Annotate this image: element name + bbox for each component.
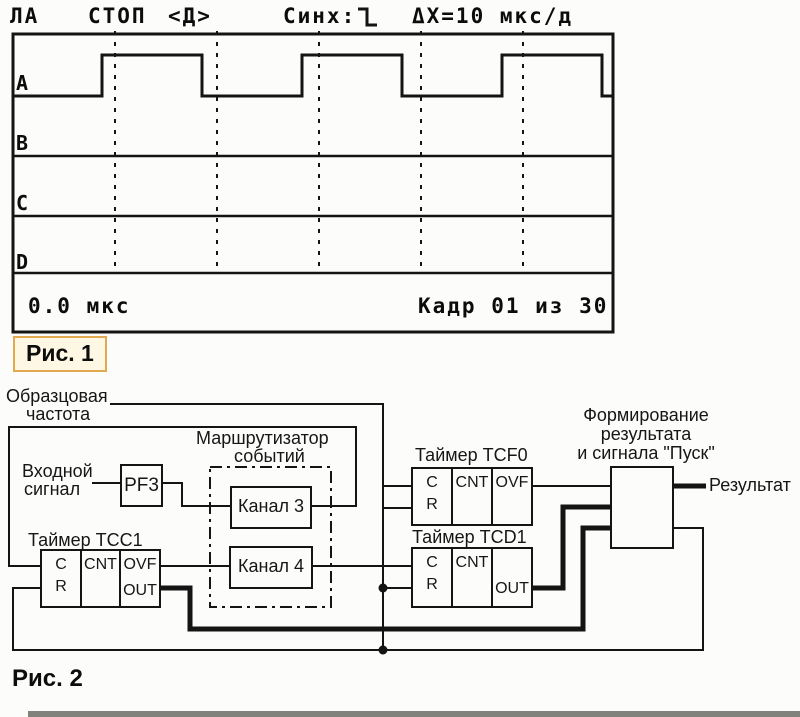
junction-dot: [379, 584, 388, 593]
wire-pf3-to-channel3: [162, 483, 231, 506]
channel-label-a: A: [16, 71, 29, 95]
event-router-label-line2: событий: [234, 446, 305, 466]
formation-box: [611, 467, 673, 548]
figure2-caption: Рис. 2: [12, 665, 83, 692]
figure1-caption-box: [13, 336, 107, 372]
tcf0-pin-c: C: [426, 474, 438, 491]
tcc1-pin-out: OUT: [123, 582, 157, 599]
la-timebase-label: ΔX=10 мкс/д: [412, 4, 574, 28]
ref-frequency-label-line2: частота: [26, 404, 91, 424]
formation-label-line2: результата: [600, 424, 692, 444]
ref-frequency-label-line1: Образцовая: [6, 386, 108, 406]
input-signal-label-line1: Входной: [22, 461, 93, 481]
figure1-caption: Рис. 1: [26, 340, 94, 366]
tcd1-pin-cnt: CNT: [455, 554, 489, 571]
event-router-label-line1: Маршрутизатор: [196, 428, 329, 448]
tcd1-pin-out: OUT: [495, 580, 529, 597]
cropped-next-figure-strip: [28, 711, 800, 717]
la-cursor-readout: 0.0 мкс: [28, 294, 131, 318]
timer-tcd1-title: Таймер TCD1: [412, 527, 527, 547]
tcd1-pin-c: C: [426, 554, 438, 571]
channel-baselines: [14, 156, 612, 273]
result-label: Результат: [709, 475, 791, 495]
input-signal-label-line2: сигнал: [24, 479, 81, 499]
la-screen: [13, 9, 613, 332]
formation-label-line1: Формирование: [583, 405, 709, 425]
tcc1-pin-cnt: CNT: [84, 556, 117, 573]
grid-lines: [115, 31, 523, 272]
channel-label-d: D: [16, 250, 29, 274]
tcf0-pin-r: R: [426, 496, 438, 513]
sync-falling-edge-icon: [358, 9, 377, 25]
tcd1-pin-r: R: [426, 576, 438, 593]
la-frame-readout: Кадр 01 из 30: [418, 294, 609, 318]
wire-tcd1-out-to-formation: [532, 507, 611, 588]
la-sync-label: Синх:: [283, 4, 357, 28]
channel4-label: Канал 4: [238, 556, 304, 576]
channel-label-b: B: [16, 131, 29, 155]
la-device-label: ЛА: [10, 4, 40, 28]
tcf0-pin-cnt: CNT: [455, 474, 489, 491]
timer-tcc1-title: Таймер TCC1: [28, 530, 143, 550]
tcf0-pin-ovf: OVF: [495, 474, 529, 491]
formation-label-line3: и сигнала "Пуск": [577, 443, 715, 463]
channel3-label: Канал 3: [238, 496, 304, 516]
tcc1-pin-r: R: [55, 578, 67, 595]
tcc1-pin-c: C: [55, 556, 67, 573]
timer-tcf0-title: Таймер TCF0: [415, 445, 528, 465]
la-cursor-channel: <Д>: [168, 4, 212, 28]
pf3-label: PF3: [124, 475, 159, 496]
junction-dot: [379, 646, 388, 655]
channel-label-c: C: [16, 191, 29, 215]
la-mode-label: СТОП: [88, 4, 147, 28]
wire-tcc1-out-to-formation: [160, 528, 611, 629]
tcc1-pin-ovf: OVF: [123, 556, 157, 573]
